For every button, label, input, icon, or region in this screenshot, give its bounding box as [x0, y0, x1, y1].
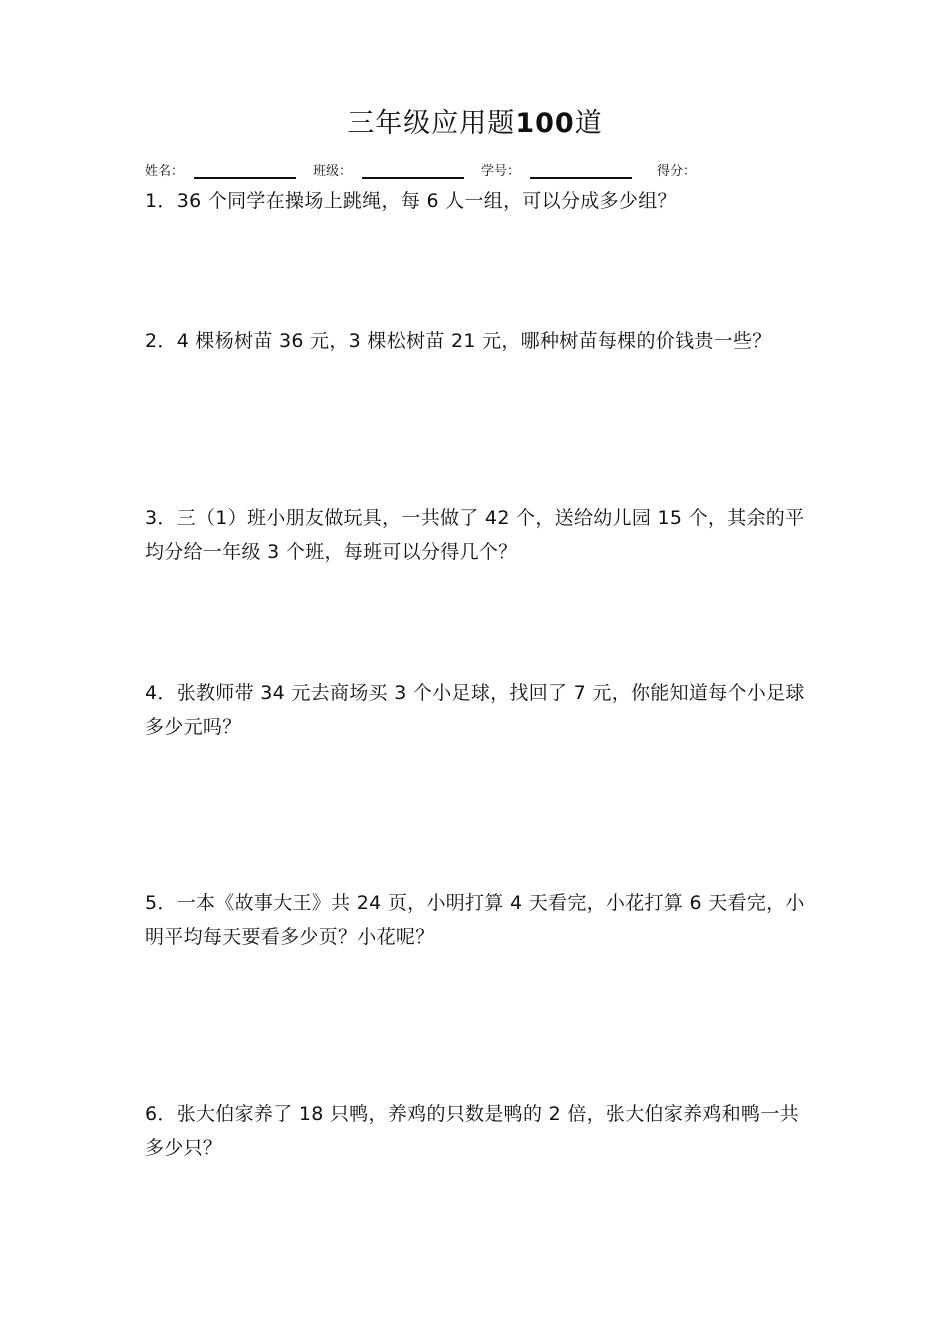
- title-suffix: 道: [574, 108, 603, 139]
- question-number: 4．: [145, 682, 177, 704]
- class-blank-line[interactable]: [362, 177, 464, 179]
- student-no-blank-line[interactable]: [530, 177, 632, 179]
- question-text: 三（1）班小朋友做玩具，一共做了 42 个，送给幼儿园 15 个，其余的平均分给一年级 3 个班，每班可以分得几个？: [145, 507, 805, 563]
- question-number: 2．: [145, 330, 177, 352]
- score-label: 得分：: [657, 164, 697, 179]
- question-text: 4 棵杨树苗 36 元，3 棵松树苗 21 元，哪种树苗每棵的价钱贵一些？: [176, 330, 772, 352]
- question-number: 1．: [145, 190, 177, 212]
- class-label: 班级：: [313, 164, 353, 179]
- page-title: [0, 104, 950, 144]
- question-text: 张大伯家养了 18 只鸭，养鸡的只数是鸭的 2 倍，张大伯家养鸡和鸭一共多少只？: [145, 1103, 799, 1159]
- question-number: 6．: [145, 1103, 177, 1125]
- question-6: [145, 1097, 810, 1165]
- question-4: [145, 676, 810, 744]
- question-text: 一本《故事大王》共 24 页，小明打算 4 天看完，小花打算 6 天看完，小明平均每天要看多少页？小花呢？: [145, 892, 805, 948]
- question-2: [145, 324, 810, 358]
- title-number: 100: [515, 108, 575, 139]
- student-info-row: [145, 160, 845, 184]
- question-text: 36 个同学在操场上跳绳，每 6 人一组，可以分成多少组？: [176, 190, 677, 212]
- title-prefix: 三年级应用题: [347, 108, 516, 139]
- question-number: 5．: [145, 892, 177, 914]
- student-no-label: 学号：: [481, 164, 521, 179]
- question-1: [145, 184, 810, 218]
- name-blank-line[interactable]: [194, 177, 296, 179]
- question-number: 3．: [145, 507, 177, 529]
- question-text: 张教师带 34 元去商场买 3 个小足球，找回了 7 元，你能知道每个小足球多少元吗？: [145, 682, 805, 738]
- question-3: [145, 501, 810, 569]
- name-label: 姓名：: [145, 164, 185, 179]
- question-5: [145, 886, 810, 954]
